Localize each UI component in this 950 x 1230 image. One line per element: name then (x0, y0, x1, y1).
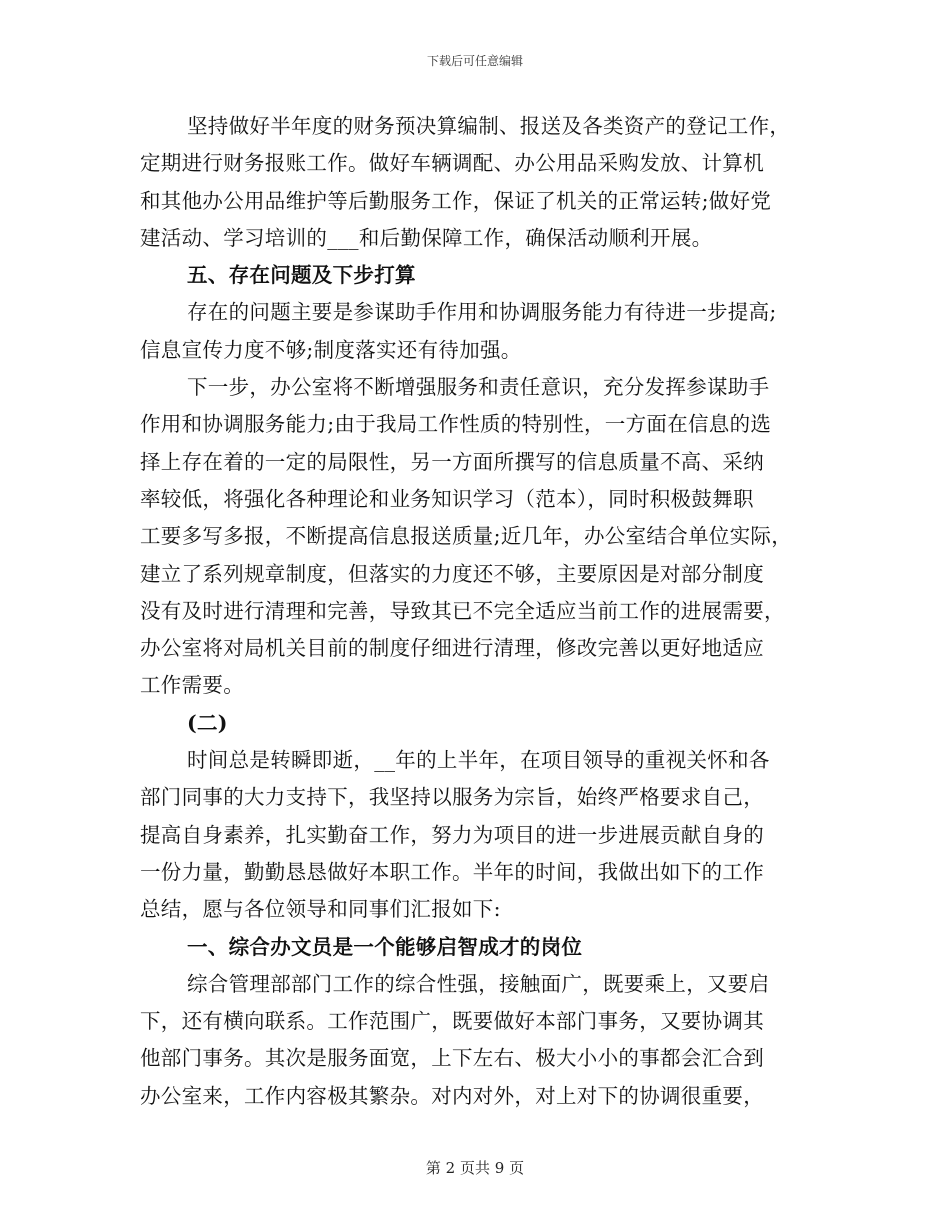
section-heading: (二) (187, 710, 228, 735)
paragraph-line: 率较低，将强化各种理论和业务知识学习（范本），同时积极鼓舞职 (140, 486, 754, 511)
paragraph-line: 下，还有横向联系。工作范围广，既要做好本部门事务，又要协调其 (140, 1009, 764, 1034)
paragraph-line: 择上存在着的一定的局限性，另一方面所撰写的信息质量不高、采纳 (140, 449, 764, 474)
paragraph-line: 没有及时进行清理和完善，导致其已不完全适应当前工作的进展需要， (140, 598, 785, 623)
paragraph-line: 工要多写多报，不断提高信息报送质量;近几年，办公室结合单位实际， (140, 524, 793, 549)
paragraph-line: 综合管理部部门工作的综合性强，接触面广，既要乘上，又要启 (187, 971, 770, 996)
paragraph-line: 办公室来，工作内容极其繁杂。对内对外，对上对下的协调很重要， (140, 1083, 764, 1108)
paragraph-line: 定期进行财务报账工作。做好车辆调配、办公用品采购发放、计算机 (140, 151, 764, 176)
paragraph-line: 信息宣传力度不够;制度落实还有待加强。 (140, 337, 522, 362)
paragraph-line: 坚持做好半年度的财务预决算编制、报送及各类资产的登记工作， (187, 114, 791, 138)
paragraph-line: 部门同事的大力支持下，我坚持以服务为宗旨，始终严格要求自己， (140, 785, 764, 810)
page-footer: 第 2 页共 9 页 (425, 1159, 525, 1177)
paragraph-line: 他部门事务。其次是服务面宽，上下左右、极大小小的事都会汇合到 (140, 1046, 764, 1071)
paragraph-line: 存在的问题主要是参谋助手作用和协调服务能力有待进一步提高; (187, 300, 777, 325)
paragraph-line: 建活动、学习培训的___和后勤保障工作，确保活动顺利开展。 (140, 225, 713, 250)
paragraph-line: 工作需要。 (140, 673, 244, 698)
paragraph-line: 时间总是转瞬即逝，__年的上半年，在项目领导的重视关怀和各 (187, 748, 770, 773)
paragraph-line: 一份力量，勤勤恳恳做好本职工作。半年的时间，我做出如下的工作 (140, 859, 764, 884)
section-heading: 五、存在问题及下步打算 (187, 263, 416, 288)
document-body (140, 108, 820, 1115)
paragraph-line: 下一步，办公室将不断增强服务和责任意识，充分发挥参谋助手 (187, 375, 770, 400)
paragraph-line: 提高自身素养，扎实勤奋工作，努力为项目的进一步进展贡献自身的 (140, 822, 764, 847)
page-header: 下载后可任意编辑 (426, 54, 523, 68)
paragraph-line: 作用和协调服务能力;由于我局工作性质的特别性，一方面在信息的选 (140, 412, 772, 437)
paragraph-line: 和其他办公用品维护等后勤服务工作，保证了机关的正常运转;做好党 (140, 188, 772, 213)
paragraph-line: 办公室将对局机关目前的制度仔细进行清理，修改完善以更好地适应 (140, 636, 764, 661)
section-heading: 一、综合办文员是一个能够启智成才的岗位 (187, 934, 583, 959)
paragraph-line: 建立了系列规章制度，但落实的力度还不够，主要原因是对部分制度 (140, 561, 764, 586)
paragraph-line: 总结，愿与各位领导和同事们汇报如下: (140, 897, 501, 922)
